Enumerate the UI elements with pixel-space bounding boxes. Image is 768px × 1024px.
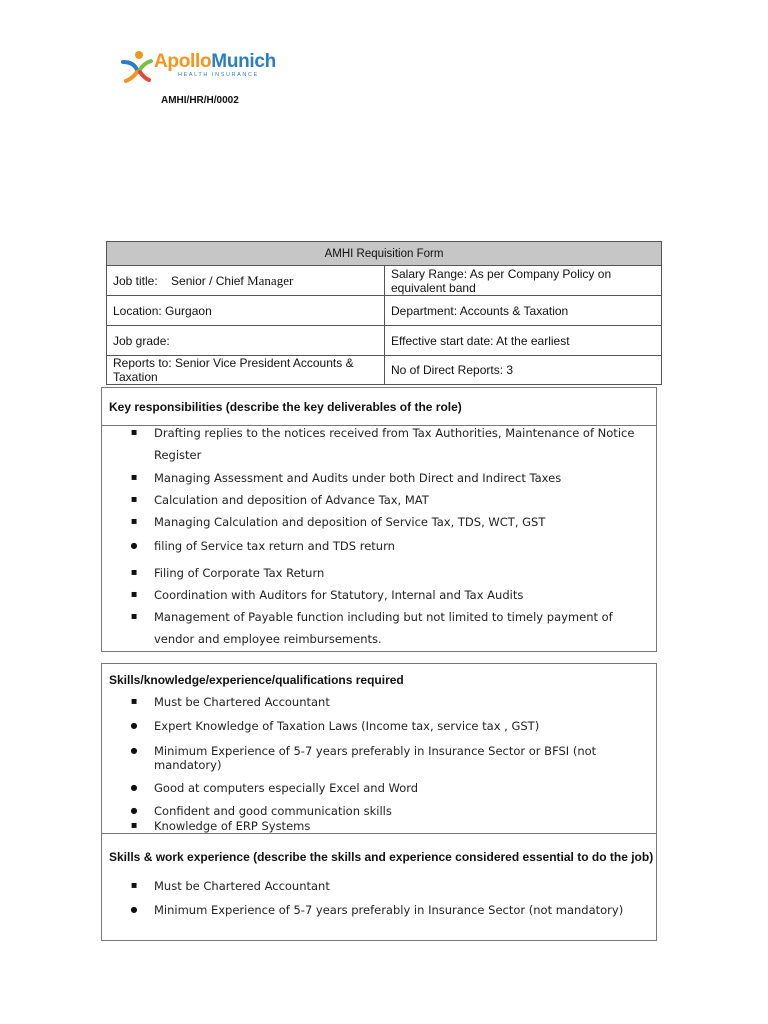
table-row [107,326,662,356]
bullet-icon [129,562,139,584]
table-row [107,266,662,296]
bullet-icon [129,899,139,921]
document-code: AMHI/HR/H/0002 [161,95,239,106]
effective-start-cell: Effective start date: At the earliest [385,326,662,356]
work-experience-title: Skills & work experience (describe the skills and experience considered essential to do the job) [109,850,654,864]
table-row [107,356,662,385]
list-item: ● Confident and good communication skills [154,804,652,818]
list-item: ▪ Filing of Corporate Tax Return [154,562,652,584]
list-item: ▪ Knowledge of ERP Systems [154,819,652,833]
reports-to-cell: Reports to: Senior Vice President Accounts & Taxation [107,356,385,385]
bullet-icon [129,422,139,444]
bullet-icon [129,715,139,737]
job-title-value-manager: Manager [247,272,294,288]
requisition-table [106,241,662,385]
bullet-icon [129,584,139,606]
table-header-row [107,242,662,266]
list-item: ● Good at computers especially Excel and Word [154,777,652,799]
bullet-icon [129,691,139,713]
bullet-icon [129,606,139,628]
list-item: ● Expert Knowledge of Taxation Laws (Income tax, service tax , GST) [154,715,652,737]
skills-title: Skills/knowledge/experience/qualifications required [109,673,404,687]
list-item: ▪ Drafting replies to the notices received from Tax Authorities, Maintenance of Notice Register [154,422,652,466]
logo-wordmark [154,52,276,72]
list-item: ▪ Coordination with Auditors for Statutory, Internal and Tax Audits [154,584,652,606]
list-item: ● Minimum Experience of 5-7 years preferably in Insurance Sector (not mandatory) [154,899,652,921]
logo-munich: Munich [211,51,276,72]
bullet-icon [129,467,139,489]
job-title-label: Job title: [113,273,158,288]
list-item: ● Minimum Experience of 5-7 years preferably in Insurance Sector or BFSI (not mandatory) [154,744,652,772]
form-title: AMHI Requisition Form [107,242,662,266]
direct-reports-cell: No of Direct Reports: 3 [385,356,662,385]
bullet-icon [129,804,139,818]
list-item: ▪ Calculation and deposition of Advance Tax, MAT [154,489,652,511]
list-item: ▪ Managing Calculation and deposition of Service Tax, TDS, WCT, GST [154,511,652,533]
bullet-icon [129,489,139,511]
logo-tagline: HEALTH INSURANCE [178,72,259,78]
list-item: ▪ Managing Assessment and Audits under both Direct and Indirect Taxes [154,467,652,489]
job-grade-cell: Job grade: [107,326,385,356]
location-cell: Location: Gurgaon [107,296,385,326]
responsibilities-section [101,387,657,652]
work-experience-section [101,833,657,941]
skills-section [101,663,657,834]
department-cell: Department: Accounts & Taxation [385,296,662,326]
job-title-value: Senior / Chief [171,273,244,288]
bullet-icon [129,511,139,533]
bullet-icon [129,535,139,557]
list-item: ▪ Must be Chartered Accountant [154,691,652,713]
company-logo [120,44,290,92]
logo-mark-icon [120,48,154,84]
list-item: ▪ Must be Chartered Accountant [154,875,652,897]
responsibilities-title: Key responsibilities (describe the key deliverables of the role) [109,400,462,414]
bullet-icon [129,777,139,799]
bullet-icon [129,875,139,897]
bullet-icon [129,819,139,833]
table-row [107,296,662,326]
logo-apollo: Apollo [154,51,212,72]
salary-range-cell: Salary Range: As per Company Policy on equivalent band [385,266,662,296]
job-title-cell [107,266,385,296]
bullet-icon [129,744,139,758]
list-item: ▪ Management of Payable function including but not limited to timely payment of vendor and employee reimbursements. [154,606,652,650]
list-item: ● filing of Service tax return and TDS return [154,535,652,557]
